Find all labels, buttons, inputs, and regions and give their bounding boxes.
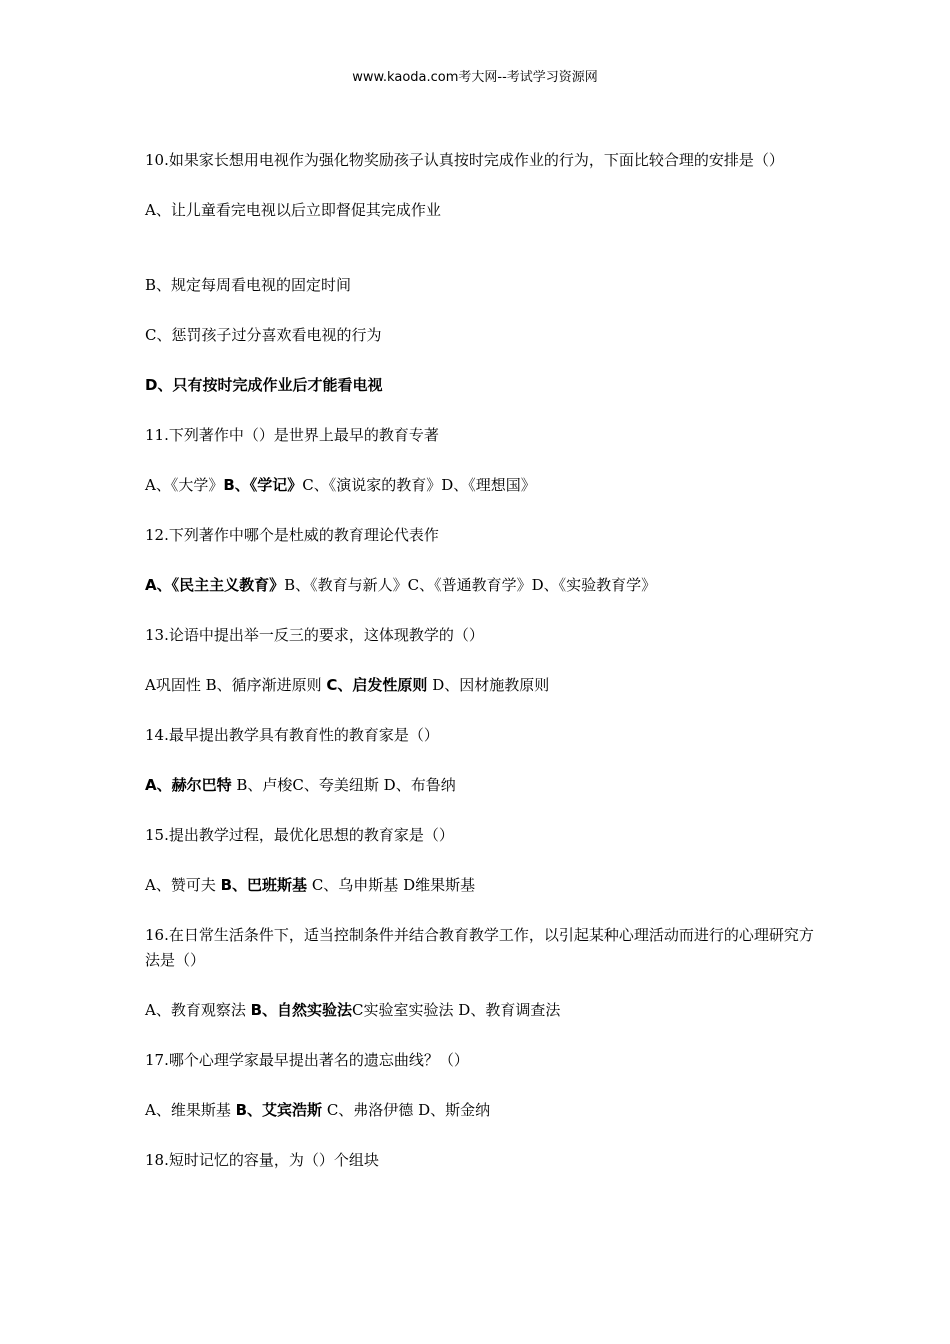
- question-14-option-c: C、夸美纽斯: [292, 776, 384, 794]
- question-13-options: [145, 673, 815, 698]
- question-11-option-a: A、《大学》: [145, 476, 224, 494]
- question-12-option-c: C、《普通教育学》: [407, 576, 532, 594]
- question-13-option-b: B、循序渐进原则: [205, 676, 327, 694]
- question-10-option-b: B、规定每周看电视的固定时间: [145, 276, 352, 294]
- header-site: www.kaoda.com: [352, 70, 459, 85]
- question-16-stem: 16.在日常生活条件下，适当控制条件并结合教育教学工作，以引起某种心理活动而进行的心理研究方法是（）: [145, 926, 814, 969]
- question-15-stem: 15.提出教学过程，最优化思想的教育家是（）: [145, 826, 454, 844]
- question-15-option-a: A、赞可夫: [145, 876, 221, 894]
- question-13-option-c-answer: C、启发性原则: [326, 676, 428, 694]
- question-10-option-c: C、惩罚孩子过分喜欢看电视的行为: [145, 326, 382, 344]
- question-16-option-d: D、教育调查法: [458, 1001, 561, 1019]
- question-11-option-d: D、《理想国》: [441, 476, 536, 494]
- question-17-stem: 17.哪个心理学家最早提出著名的遗忘曲线？（）: [145, 1051, 469, 1069]
- question-14-option-a-answer: A、赫尔巴特: [145, 776, 232, 794]
- question-17-option-d: D、斯金纳: [418, 1101, 491, 1119]
- question-11-option-b-answer: B、《学记》: [223, 476, 303, 494]
- question-13-option-d: D、因材施教原则: [427, 676, 550, 694]
- question-16-option-b-answer: B、自然实验法: [250, 1001, 353, 1019]
- question-15-option-d: D维果斯基: [403, 876, 476, 894]
- question-15-option-c: C、乌申斯基: [307, 876, 404, 894]
- question-12-option-a-answer: A、《民主主义教育》: [145, 576, 285, 594]
- question-14-option-b: B、卢梭: [231, 776, 293, 794]
- question-16-option-c: C实验室实验法: [352, 1001, 459, 1019]
- question-10-option-d-answer: D、只有按时完成作业后才能看电视: [145, 376, 383, 394]
- document-body: [145, 148, 815, 1198]
- question-15-option-b-answer: B、巴班斯基: [220, 876, 308, 894]
- question-14-options: [145, 773, 815, 798]
- question-15-options: [145, 873, 815, 898]
- question-10-option-a: A、让儿童看完电视以后立即督促其完成作业: [145, 201, 441, 219]
- question-11-options: [145, 473, 815, 498]
- question-17-option-a: A、维果斯基: [145, 1101, 236, 1119]
- header-title: 考大网--考试学习资源网: [458, 70, 598, 85]
- question-12-stem: 12.下列著作中哪个是杜威的教育理论代表作: [145, 526, 439, 544]
- question-12-option-d: D、《实验教育学》: [531, 576, 657, 594]
- question-12-options: [145, 573, 815, 598]
- page-header: [0, 66, 950, 85]
- question-18-stem: 18.短时记忆的容量，为（）个组块: [145, 1151, 379, 1169]
- question-17-options: [145, 1098, 815, 1123]
- question-10-stem: 10.如果家长想用电视作为强化物奖励孩子认真按时完成作业的行为，下面比较合理的安排是（）: [145, 151, 784, 169]
- question-11-option-c: C、《演说家的教育》: [302, 476, 442, 494]
- question-13-stem: 13.论语中提出举一反三的要求，这体现教学的（）: [145, 626, 484, 644]
- question-12-option-b: B、《教育与新人》: [284, 576, 408, 594]
- question-11-stem: 11.下列著作中（）是世界上最早的教育专著: [145, 426, 439, 444]
- question-16-options: [145, 998, 815, 1023]
- question-16-option-a: A、教育观察法: [145, 1001, 251, 1019]
- question-14-option-d: D、布鲁纳: [383, 776, 456, 794]
- question-14-stem: 14.最早提出教学具有教育性的教育家是（）: [145, 726, 439, 744]
- question-13-option-a: A巩固性: [145, 676, 206, 694]
- question-17-option-c: C、弗洛伊德: [322, 1101, 419, 1119]
- question-17-option-b-answer: B、艾宾浩斯: [235, 1101, 323, 1119]
